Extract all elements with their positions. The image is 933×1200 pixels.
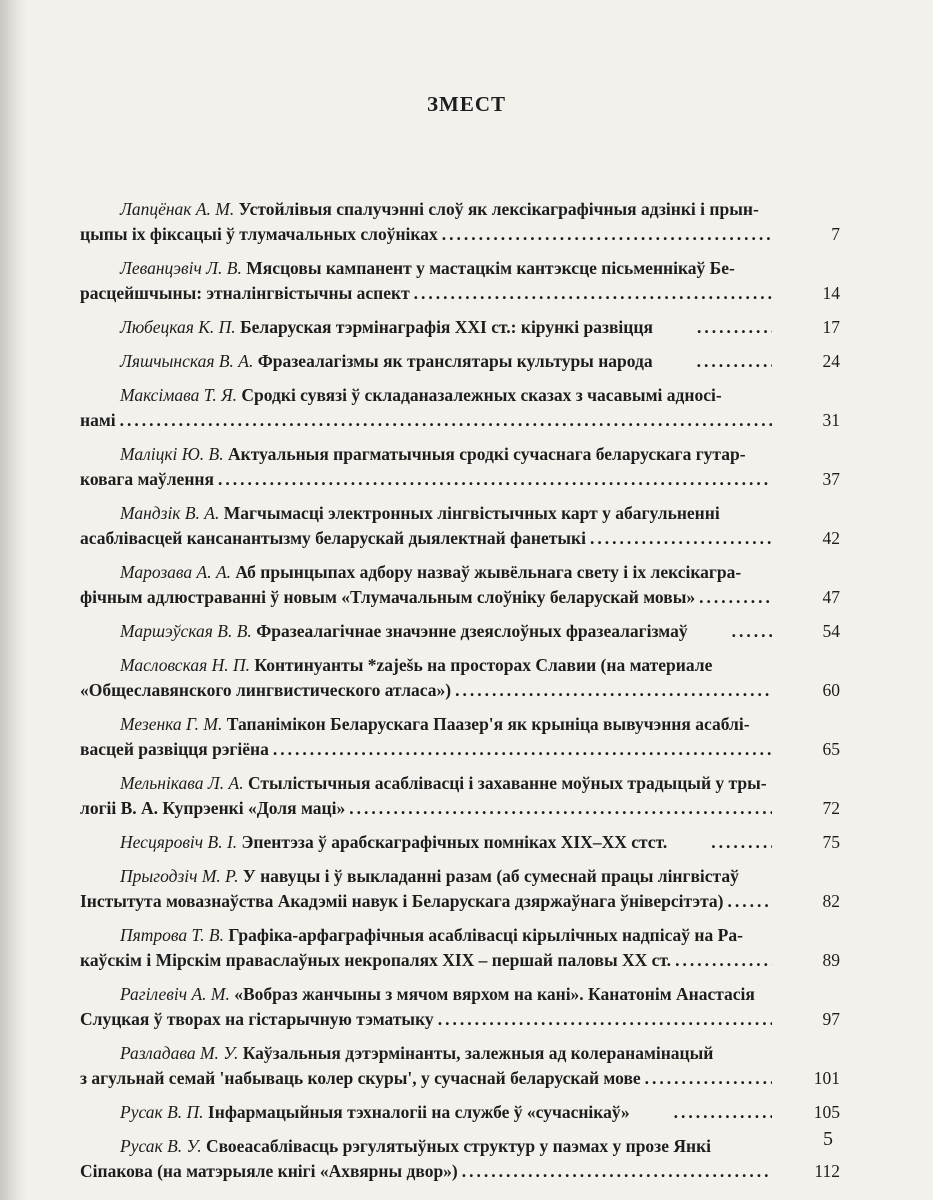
dot-leader — [218, 467, 772, 492]
entry-page-number: 82 — [822, 891, 840, 911]
table-of-contents — [80, 197, 840, 1193]
entry-page-number: 112 — [814, 1161, 840, 1181]
dot-leader — [442, 222, 772, 247]
dot-leader — [438, 1007, 772, 1032]
entry-title: Аб прынцыпах адбору назваў жывёльнага свету і іх лексікагра- — [235, 562, 742, 582]
toc-entry[interactable] — [80, 197, 840, 247]
dot-leader — [414, 281, 772, 306]
dot-leader — [455, 678, 772, 703]
entry-title: Своеасаблівасць рэгулятыўных структур у паэмах у прозе Янкі — [205, 1136, 712, 1156]
entry-page-number: 7 — [831, 224, 840, 244]
entry-page-number: 105 — [813, 1102, 840, 1122]
entry-title: Устойлівыя спалучэнні слоў як лексікаграфічныя адзінкі і прын- — [238, 199, 759, 219]
entry-title-continued: логіі В. А. Купрэенкі «Доля маці» — [80, 798, 346, 818]
entry-title-continued: Інстытута мовазнаўства Акадэміі навук і Беларускага дзяржаўнага ўніверсітэта) — [80, 891, 724, 911]
entry-author: Маршэўская В. В. — [120, 621, 252, 641]
dot-leader — [634, 1100, 772, 1125]
entry-title: Актуальныя прагматычныя сродкі сучаснага беларускага гутар- — [228, 444, 746, 464]
entry-title-continued: Слуцкая ў творах на гістарычную тэматыку — [80, 1009, 434, 1029]
page-title: ЗМЕСТ — [426, 92, 507, 116]
entry-title-continued: Сіпакова (на матэрыяле кнігі «Ахвярны двор») — [80, 1161, 458, 1181]
dot-leader — [692, 619, 772, 644]
entry-author: Леванцэвіч Л. В. — [120, 258, 242, 278]
entry-title: Фразеалагізмы як транслятары культуры народа — [257, 351, 653, 371]
dot-leader — [120, 408, 772, 433]
entry-page-number: 37 — [822, 469, 840, 489]
toc-entry[interactable] — [80, 349, 840, 374]
toc-entry[interactable] — [80, 315, 840, 340]
toc-entry[interactable] — [80, 830, 840, 855]
entry-author: Русак В. У. — [120, 1136, 202, 1156]
dot-leader — [657, 349, 772, 374]
page-number: 5 — [823, 1128, 833, 1150]
entry-title: Інфармацыйныя тэхналогіі на службе ў «сучаснікаў» — [207, 1102, 630, 1122]
toc-entry[interactable] — [80, 653, 840, 703]
entry-page-number: 97 — [822, 1009, 840, 1029]
toc-entry[interactable] — [80, 923, 840, 973]
entry-author: Мезенка Г. М. — [120, 714, 223, 734]
entry-author: Максімава Т. Я. — [120, 385, 238, 405]
entry-page-number: 42 — [822, 528, 840, 548]
entry-title-continued: ковага маўлення — [80, 469, 214, 489]
toc-entry[interactable] — [80, 982, 840, 1032]
toc-entry[interactable] — [80, 560, 840, 610]
entry-title: Стылістычныя асаблівасці і захаванне моўных традыцый у тры- — [247, 773, 767, 793]
entry-title-continued: з агульнай семай 'набываць колер скуры', у сучаснай беларускай мове — [80, 1068, 641, 1088]
entry-page-number: 72 — [822, 798, 840, 818]
dot-leader — [590, 526, 772, 551]
entry-title-continued: цыпы іх фіксацыі ў тлумачальных слоўніках — [80, 224, 438, 244]
toc-entry[interactable] — [80, 256, 840, 306]
toc-entry[interactable] — [80, 501, 840, 551]
entry-title-continued: фічным адлюстраванні ў новым «Тлумачальным слоўніку беларускай мовы» — [80, 587, 696, 607]
entry-title: Магчымасці электронных лінгвістычных карт у абагульненні — [223, 503, 720, 523]
toc-entry[interactable] — [80, 1041, 840, 1091]
entry-author: Пятрова Т. В. — [120, 925, 224, 945]
toc-entry[interactable] — [80, 712, 840, 762]
entry-page-number: 54 — [822, 621, 840, 641]
entry-page-number: 89 — [822, 950, 840, 970]
entry-author: Несцяровіч В. І. — [120, 832, 238, 852]
entry-title: Беларуская тэрмінаграфія XXI ст.: кірункі развіцця — [240, 317, 653, 337]
entry-title: Сродкі сувязі ў складаназалежных сказах з часавымі адносі- — [241, 385, 722, 405]
toc-entry[interactable] — [80, 864, 840, 914]
entry-page-number: 47 — [822, 587, 840, 607]
dot-leader — [727, 889, 772, 914]
entry-title-continued: расцейшчыны: этналінгвістычны аспект — [80, 283, 410, 303]
entry-title: Фразеалагічнае значэнне дзеяслоўных фразеалагізмаў — [256, 621, 688, 641]
entry-author: Ляшчынская В. А. — [120, 351, 254, 371]
entry-title-continued: намі — [80, 410, 116, 430]
entry-author: Рагілевіч А. М. — [120, 984, 230, 1004]
page-shadow — [0, 0, 26, 1200]
entry-author: Марозава А. А. — [120, 562, 232, 582]
dot-leader — [671, 830, 772, 855]
entry-author: Лапцёнак А. М. — [120, 199, 235, 219]
entry-page-number: 14 — [822, 283, 840, 303]
dot-leader — [273, 737, 772, 762]
toc-entry[interactable] — [80, 1134, 840, 1184]
entry-author: Мандзік В. А. — [120, 503, 220, 523]
entry-page-number: 65 — [822, 739, 840, 759]
entry-page-number: 101 — [813, 1068, 840, 1088]
entry-title: Мясцовы кампанент у мастацкім кантэксце пісьменнікаў Бе- — [246, 258, 735, 278]
entry-author: Русак В. П. — [120, 1102, 204, 1122]
entry-title: Тапанімікон Беларускага Паазер'я як крыніца вывучэння асаблі- — [226, 714, 750, 734]
toc-entry[interactable] — [80, 442, 840, 492]
entry-author: Масловская Н. П. — [120, 655, 250, 675]
toc-entry[interactable] — [80, 771, 840, 821]
entry-title-continued: асаблівасцей кансанантызму беларускай дыялектнай фанетыкі — [80, 528, 586, 548]
dot-leader — [645, 1066, 772, 1091]
entry-page-number: 17 — [822, 317, 840, 337]
entry-author: Мельнікава Л. А. — [120, 773, 244, 793]
dot-leader — [349, 796, 772, 821]
entry-title: Эпентэза ў арабскаграфічных помніках XIX–XX стст. — [241, 832, 668, 852]
dot-leader — [657, 315, 772, 340]
dot-leader — [462, 1159, 772, 1184]
entry-author: Разладава М. У. — [120, 1043, 239, 1063]
dot-leader — [675, 948, 772, 973]
entry-title-continued: васцей развіцця рэгіёна — [80, 739, 269, 759]
entry-author: Любецкая К. П. — [120, 317, 236, 337]
toc-entry[interactable] — [80, 383, 840, 433]
entry-title-continued: каўскім і Мірскім праваслаўных некропалях XIX – першай паловы XX ст. — [80, 950, 672, 970]
entry-title: Графіка-арфаграфічныя асаблівасці кірылічных надпісаў на Ра- — [228, 925, 743, 945]
entry-title-continued: «Общеславянского лингвистического атласа») — [80, 680, 452, 700]
dot-leader — [699, 585, 772, 610]
toc-entry[interactable] — [80, 1100, 840, 1125]
toc-entry[interactable] — [80, 619, 840, 644]
entry-title: Каўзальныя дэтэрмінанты, залежныя ад колеранамінацый — [242, 1043, 714, 1063]
entry-page-number: 31 — [822, 410, 840, 430]
entry-title: У навуцы і ў выкладанні разам (аб сумеснай працы лінгвістаў — [242, 866, 739, 886]
entry-title: «Вобраз жанчыны з мячом вярхом на кані». Канатонім Анастасія — [234, 984, 755, 1004]
entry-page-number: 60 — [822, 680, 840, 700]
entry-author: Прыгодзіч М. Р. — [120, 866, 239, 886]
entry-page-number: 75 — [822, 832, 840, 852]
entry-page-number: 24 — [822, 351, 840, 371]
entry-title: Континуанты *zaješь на просторах Славии (на материале — [254, 655, 713, 675]
entry-author: Маліцкі Ю. В. — [120, 444, 224, 464]
